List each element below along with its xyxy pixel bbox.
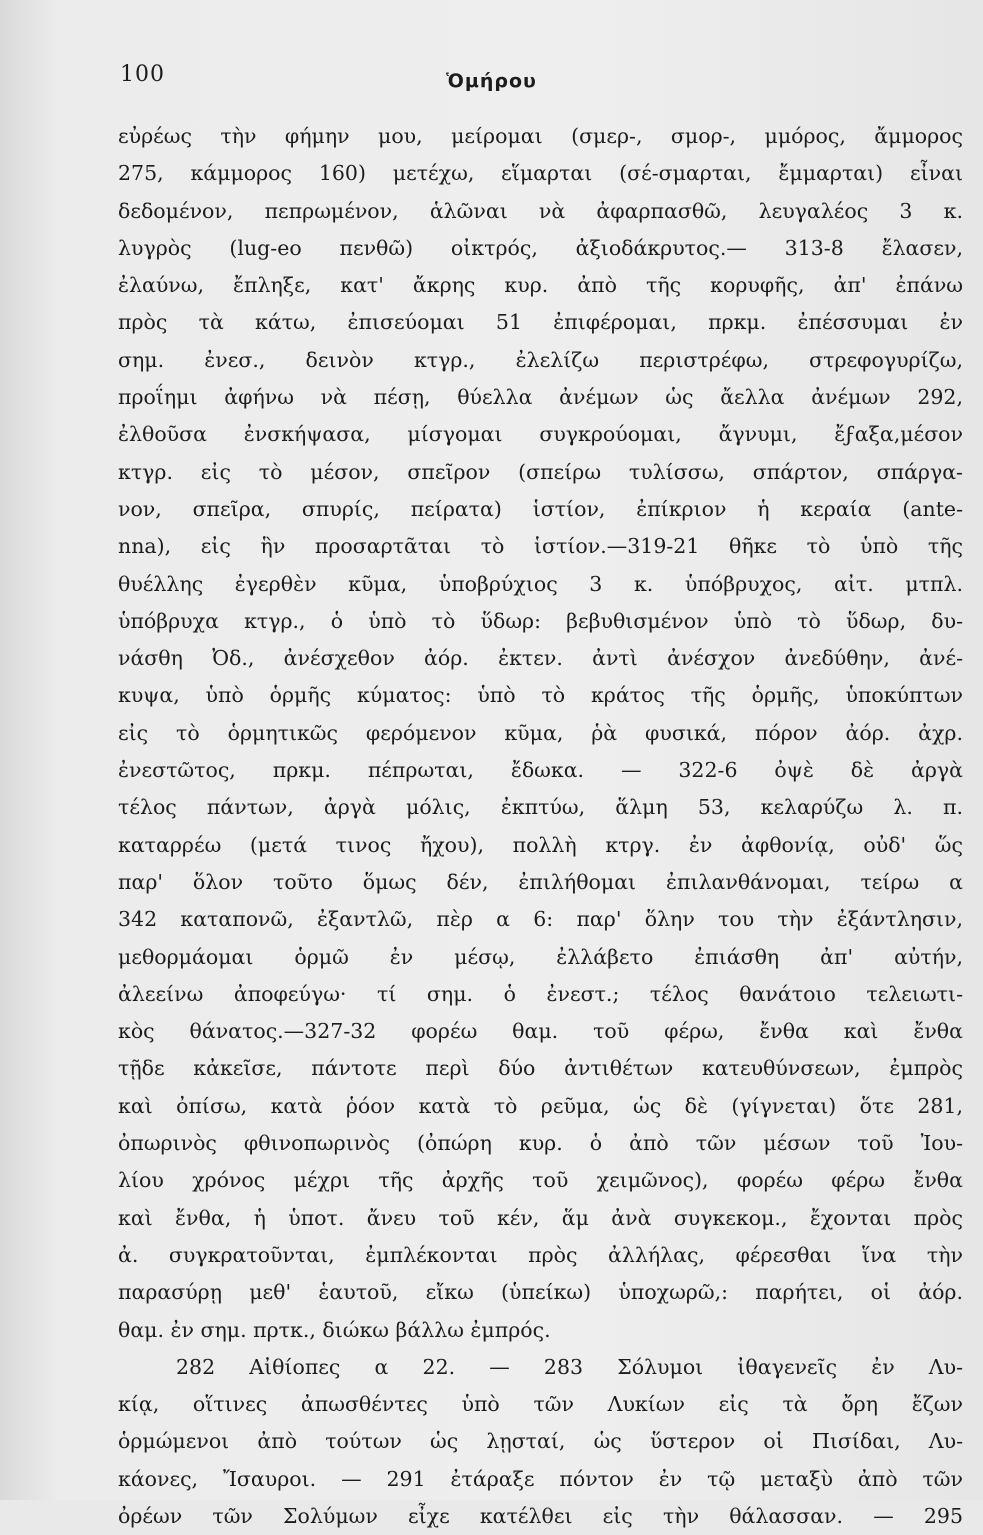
text-line: ἐλθοῦσα ἐνσκήψασα, μίσγομαι συγκρούομαι, ἄγνυμι, ἔϝαξα,μέσον (118, 422, 963, 447)
text-line: ὀπωρινὸς φθινοπωρινὸς (ὀπώρη κυρ. ὁ ἀπὸ τῶν μέσων τοῦ Ἰου- (118, 1131, 963, 1156)
text-line: ἐνεστῶτος, πρκμ. πέπρωται, ἔδωκα. — 322-6 ὀψὲ δὲ ἀργὰ (118, 758, 963, 783)
text-line: ἀλεείνω ἀποφεύγω· τί σημ. ὁ ἐνεστ.; τέλος θανάτοιο τελειωτι- (118, 981, 963, 1006)
text-line: ὁρμώμενοι ἀπὸ τούτων ὡς λῃσταί, ὡς ὕστερον οἱ Πισίδαι, Λυ- (118, 1429, 963, 1454)
page-number: 100 (120, 62, 165, 87)
text-line: 282 Αἰθίοπες α 22. — 283 Σόλυμοι ἰθαγενεῖς ἐν Λυ- (176, 1354, 963, 1379)
text-line: κάονες, Ἴσαυροι. — 291 ἐτάραξε πόντον ἐν τῷ μεταξὺ ἀπὸ τῶν (118, 1466, 963, 1491)
text-line: παρ' ὅλον τοῦτο ὅμως δέν, ἐπιλήθομαι ἐπιλανθάνομαι, τείρω α (118, 869, 963, 894)
text-line: ὀρέων τῶν Σολύμων εἶχε κατέλθει εἰς τὴν θάλασσαν. — 295 (118, 1503, 963, 1528)
text-line: νον, σπεῖρα, σπυρίς, πείρατα) ἱστίον, ἐπίκριον ἡ κεραία (ante- (118, 496, 963, 521)
text-line: κτγρ. εἰς τὸ μέσον, σπεῖρον (σπείρω τυλίσσω, σπάρτον, σπάργα- (118, 459, 963, 484)
text-line: θυέλλης ἐγερθὲν κῦμα, ὑποβρύχιος 3 κ. ὑπόβρυχος, αἰτ. μτπλ. (118, 571, 963, 596)
text-line: πρὸς τὰ κάτω, ἐπισεύομαι 51 ἐπιφέρομαι, πρκμ. ἐπέσσυμαι ἐν (118, 310, 963, 335)
text-line: 342 καταπονῶ, ἐξαντλῶ, πὲρ α 6: παρ' ὅλην του τὴν ἐξάντλησιν, (118, 907, 963, 932)
text-line: nna), εἰς ἣν προσαρτᾶται τὸ ἱστίον.—319-21 θῆκε τὸ ὑπὸ τῆς (118, 534, 963, 559)
text-line: ἐλαύνω, ἔπληξε, κατ' ἄκρης κυρ. ἀπὸ τῆς κορυφῆς, ἀπ' ἐπάνω (118, 273, 963, 298)
text-line: καταρρέω (μετά τινος ἤχου), πολλὴ κτργ. ἐν ἀφθονίᾳ, οὐδ' ὥς (118, 832, 963, 857)
text-line: ἀ. συγκρατοῦνται, ἐμπλέκονται πρὸς ἀλλήλας, φέρεσθαι ἵνα τὴν (118, 1242, 963, 1267)
commentary-text (118, 118, 963, 1535)
text-line: καὶ ἔνθα, ἡ ὑποτ. ἄνευ τοῦ κέν, ἅμ ἀνὰ συγκεκομ., ἔχονται πρὸς (118, 1205, 963, 1230)
text-line: τέλος πάντων, ἀργὰ μόλις, ἐκπτύω, ἅλμη 53, κελαρύζω λ. π. (118, 795, 963, 820)
text-line: προΐημι ἀφήνω νὰ πέσῃ, θύελλα ἀνέμων ὡς ἄελλα ἀνέμων 292, (118, 385, 963, 410)
text-line: λίου χρόνος μέχρι τῆς ἀρχῆς τοῦ χειμῶνος), φορέω φέρω ἔνθα (118, 1168, 963, 1193)
text-line: τῇδε κἀκεῖσε, πάντοτε περὶ δύο ἀντιθέτων κατευθύνσεων, ἐμπρὸς (118, 1056, 963, 1081)
text-line: μεθορμάομαι ὁρμῶ ἐν μέσῳ, ἐλλάβετο ἐπιάσθη ἀπ' αὐτήν, (118, 944, 963, 969)
text-line: σημ. ἐνεσ., δεινὸν κτγρ., ἐλελίζω περιστρέφω, στρεφογυρίζω, (118, 347, 963, 372)
text-line: κίᾳ, οἵτινες ἀπωσθέντες ὑπὸ τῶν Λυκίων εἰς τὰ ὄρη ἔζων (118, 1392, 963, 1417)
text-line: εἰς τὸ ὁρμητικῶς φερόμενον κῦμα, ῥὰ φυσικά, πόρον ἀόρ. ἀχρ. (118, 720, 963, 745)
text-line: 275, κάμμορος 160) μετέχω, εἵμαρται (σέ-σμαρται, ἔμμαρται) εἶναι (118, 161, 963, 186)
text-line: καὶ ὀπίσω, κατὰ ῥόον κατὰ τὸ ρεῦμα, ὡς δὲ (γίγνεται) ὅτε 281, (118, 1093, 963, 1118)
text-line: κὸς θάνατος.—327-32 φορέω θαμ. τοῦ φέρω, ἔνθα καὶ ἔνθα (118, 1019, 963, 1044)
text-line: δεδομένον, πεπρωμένον, ἁλῶναι νὰ ἀφαρπασθῶ, λευγαλέος 3 κ. (118, 198, 963, 223)
text-line: θαμ. ἐν σημ. πρτκ., διώκω βάλλω ἐμπρός. (118, 1317, 551, 1342)
text-line: νάσθη Ὀδ., ἀνέσχεθον ἀόρ. ἐκτεν. ἀντὶ ἀνέσχον ἀνεδύθην, ἀνέ- (118, 646, 963, 671)
text-line: εὐρέως τὴν φήμην μου, μείρομαι (σμερ-, σμορ-, μμόρος, ἄμμορος (118, 124, 963, 148)
text-line: παρασύρῃ μεθ' ἑαυτοῦ, εἴκω (ὑπείκω) ὑποχωρῶ,: παρήτει, οἱ ἀόρ. (118, 1280, 963, 1305)
running-title: Ὁμήρου (446, 70, 537, 92)
text-line: κυψα, ὑπὸ ὁρμῆς κύματος: ὑπὸ τὸ κράτος τῆς ὁρμῆς, ὑποκύπτων (118, 683, 963, 708)
text-line: ὑπόβρυχα κτγρ., ὁ ὑπὸ τὸ ὕδωρ: βεβυθισμένον ὑπὸ τὸ ὕδωρ, δυ- (118, 608, 963, 633)
text-line: λυγρὸς (lug-eo πενθῶ) οἰκτρός, ἀξιοδάκρυτος.— 313-8 ἔλασεν, (118, 235, 963, 260)
